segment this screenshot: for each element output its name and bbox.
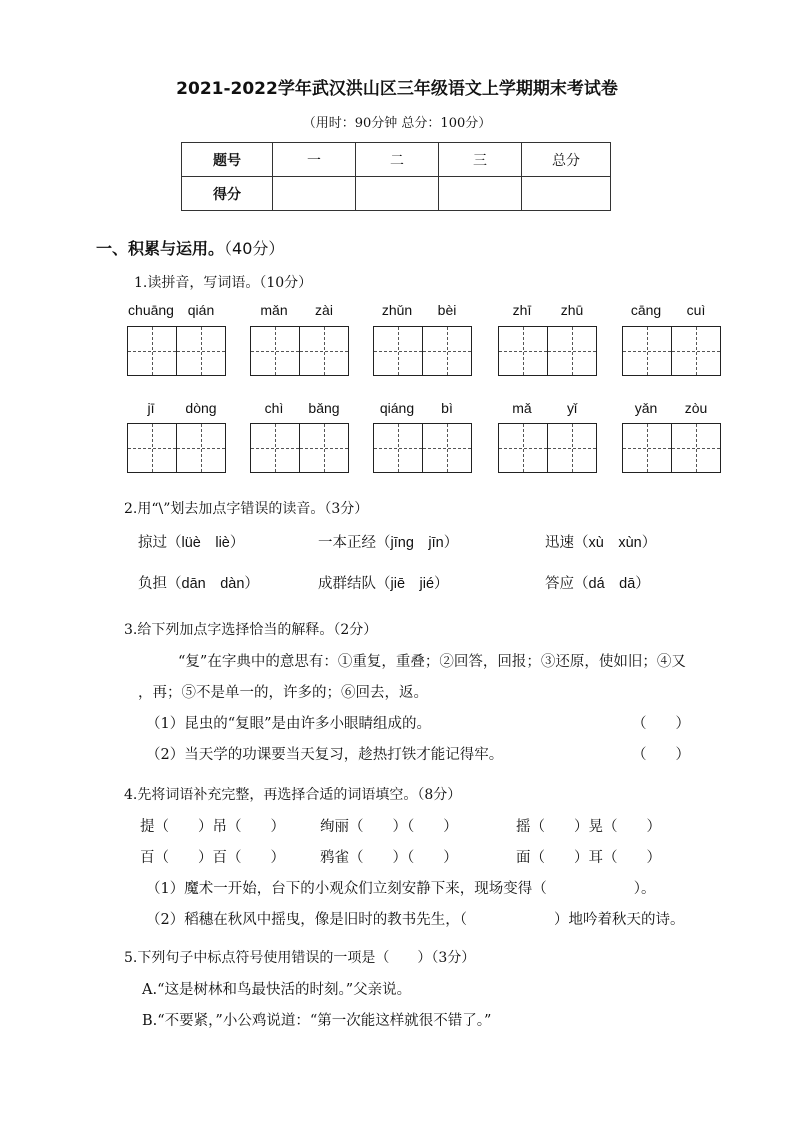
pinyin-label: jī [147, 400, 155, 416]
word-blank[interactable]: 面（ ）耳（ ） [516, 850, 661, 866]
tian-zi-cell[interactable] [299, 327, 348, 375]
tian-zi-cell[interactable] [499, 424, 547, 472]
section-heading [96, 236, 284, 259]
writing-grid[interactable] [622, 423, 721, 473]
sentence-item: （1）魔术一开始，台下的小观众们立刻安静下来，现场变得（ ）。 [146, 881, 656, 897]
reading-item: 成群结队（jiē jié） [318, 576, 449, 592]
tian-zi-cell[interactable] [671, 327, 720, 375]
definition-text: “复”在字典中的意思有：①重复，重叠；②回答，回报；③还原，使如旧；④又 [178, 654, 686, 670]
reading-item: 一本正经（jīng jīn） [318, 535, 459, 551]
writing-grid[interactable] [622, 326, 721, 376]
tian-zi-cell[interactable] [176, 424, 225, 472]
reading-item: 迅速（xù xùn） [545, 535, 657, 551]
score-input-cell[interactable] [522, 177, 611, 211]
tian-zi-cell[interactable] [251, 327, 299, 375]
word-blank[interactable]: 绚丽（ ）（ ） [320, 819, 458, 835]
word-blank[interactable]: 摇（ ）晃（ ） [516, 819, 661, 835]
pinyin-label: qiáng [379, 400, 415, 416]
pinyin-label: zhū [560, 302, 584, 318]
tian-zi-cell[interactable] [299, 424, 348, 472]
page-title: 2021-2022学年武汉洪山区三年级语文上学期期末考试卷 [176, 79, 618, 99]
writing-grid[interactable] [498, 423, 597, 473]
pinyin-label: yǎn [634, 400, 658, 416]
pinyin-label: mǎn [260, 302, 288, 318]
question-3-title: 3.给下列加点字选择恰当的解释。（2分） [124, 622, 378, 638]
answer-blank[interactable]: （ ） [632, 716, 690, 732]
score-input-cell[interactable] [273, 177, 356, 211]
definition-text: ，再；⑤不是单一的，许多的；⑥回去，返。 [138, 685, 428, 701]
tian-zi-cell[interactable] [422, 327, 471, 375]
tian-zi-cell[interactable] [547, 327, 596, 375]
question-4-title: 4.先将词语补充完整，再选择合适的词语填空。（8分） [124, 787, 462, 803]
table-cell: 一 [273, 143, 356, 177]
section-points: （40分） [224, 239, 285, 258]
tian-zi-cell[interactable] [499, 327, 547, 375]
pinyin-label: zhī [512, 302, 532, 318]
writing-grid[interactable] [498, 326, 597, 376]
pinyin-label: chuāng [128, 302, 174, 318]
pinyin-label: zài [315, 302, 333, 318]
word-blank[interactable]: 鸦雀（ ）（ ） [320, 850, 458, 866]
pinyin-label: yǐ [566, 400, 578, 416]
pinyin-label: qián [187, 302, 215, 318]
table-row [182, 143, 611, 177]
pinyin-label: bǎng [308, 400, 340, 416]
sentence-item: （1）昆虫的“复眼”是由许多小眼睛组成的。 [146, 716, 432, 732]
tian-zi-cell[interactable] [374, 424, 422, 472]
question-1-title: 1.读拼音，写词语。（10分） [134, 275, 313, 291]
pinyin-label: bì [441, 400, 453, 416]
sentence-item: （2）当天学的功课要当天复习，趁热打铁才能记得牢。 [146, 747, 504, 763]
pinyin-label: mǎ [512, 400, 532, 416]
tian-zi-cell[interactable] [422, 424, 471, 472]
pinyin-label: chì [264, 400, 284, 416]
pinyin-label: zòu [684, 400, 708, 416]
writing-grid[interactable] [373, 423, 472, 473]
pinyin-label: dòng [185, 400, 217, 416]
section-label: 一、积累与运用。 [96, 239, 225, 258]
answer-blank[interactable]: （ ） [632, 747, 690, 763]
pinyin-label: cāng [630, 302, 662, 318]
table-cell: 题号 [182, 143, 273, 177]
reading-item: 掠过（lüè liè） [138, 535, 245, 551]
table-cell: 二 [356, 143, 439, 177]
tian-zi-cell[interactable] [128, 424, 176, 472]
question-5-title: 5.下列句子中标点符号使用错误的一项是（ ）（3分） [124, 950, 476, 966]
tian-zi-cell[interactable] [623, 424, 671, 472]
writing-grid[interactable] [373, 326, 472, 376]
score-table [181, 142, 611, 211]
table-row [182, 177, 611, 211]
tian-zi-cell[interactable] [671, 424, 720, 472]
option-a[interactable]: A.“这是树林和鸟最快活的时刻。”父亲说。 [142, 982, 412, 998]
tian-zi-cell[interactable] [547, 424, 596, 472]
tian-zi-cell[interactable] [374, 327, 422, 375]
table-cell: 三 [439, 143, 522, 177]
word-blank[interactable]: 提（ ）吊（ ） [140, 819, 285, 835]
writing-grid[interactable] [250, 326, 349, 376]
option-b[interactable]: B.“不要紧，”小公鸡说道：“第一次能这样就很不错了。” [142, 1013, 492, 1029]
tian-zi-cell[interactable] [623, 327, 671, 375]
pinyin-label: bèi [437, 302, 457, 318]
table-cell: 总分 [522, 143, 611, 177]
writing-grid[interactable] [127, 326, 226, 376]
sentence-item: （2）稻穗在秋风中摇曳，像是旧时的教书先生，（ ）地吟着秋天的诗。 [146, 912, 685, 928]
pinyin-label: cuì [686, 302, 706, 318]
tian-zi-cell[interactable] [128, 327, 176, 375]
score-input-cell[interactable] [439, 177, 522, 211]
reading-item: 答应（dá dā） [545, 576, 650, 592]
exam-info: （用时：90分钟 总分：100分） [302, 116, 492, 131]
pinyin-label: zhǔn [381, 302, 413, 318]
tian-zi-cell[interactable] [251, 424, 299, 472]
table-cell: 得分 [182, 177, 273, 211]
writing-grid[interactable] [250, 423, 349, 473]
question-2-title: 2.用“\”划去加点字错误的读音。（3分） [124, 501, 369, 517]
tian-zi-cell[interactable] [176, 327, 225, 375]
word-blank[interactable]: 百（ ）百（ ） [140, 850, 285, 866]
writing-grid[interactable] [127, 423, 226, 473]
reading-item: 负担（dān dàn） [138, 576, 259, 592]
score-input-cell[interactable] [356, 177, 439, 211]
